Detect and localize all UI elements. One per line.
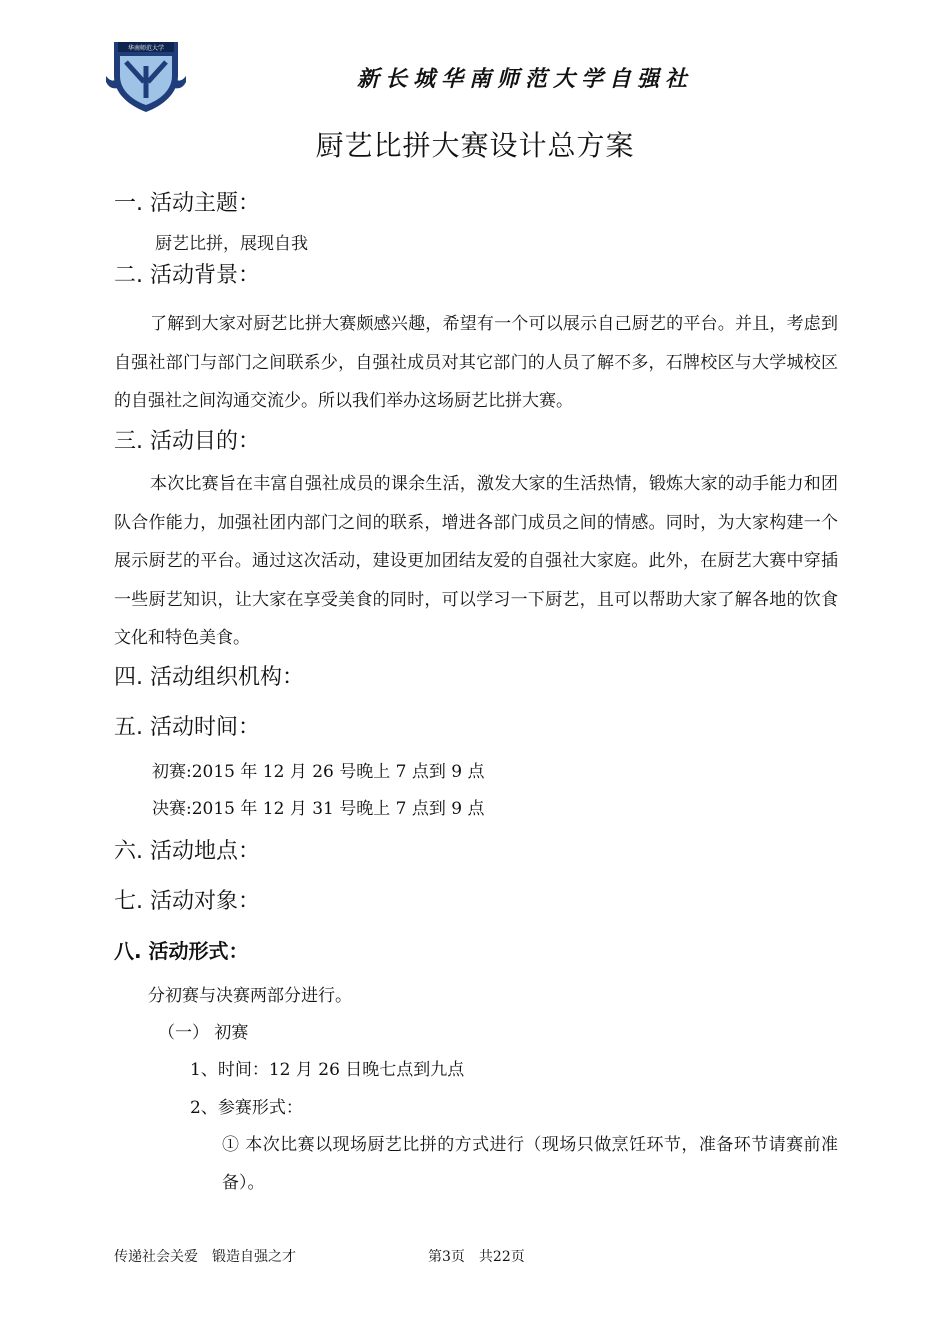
format-item: 2、参赛形式：: [190, 1098, 303, 1118]
section-heading-format: 八. 活动形式：: [114, 939, 249, 963]
footer-slogan: 传递社会关爱 锻造自强之才: [114, 1249, 296, 1265]
prelim-time: 初赛:2015 年 12 月 26 号晚上 7 点到 9 点: [152, 762, 485, 782]
theme-text: 厨艺比拼，展现自我: [155, 234, 308, 254]
section-heading-time: 五. 活动时间：: [114, 715, 260, 740]
document-title: 厨艺比拼大赛设计总方案: [315, 129, 635, 162]
section-heading-organization: 四. 活动组织机构：: [114, 665, 304, 690]
rule-item-1: ① 本次比赛以现场厨艺比拼的方式进行（现场只做烹饪环节，准备环节请赛前准备）。: [222, 1135, 838, 1193]
prelim-time-item: 1、时间：12 月 26 日晚七点到九点: [190, 1060, 465, 1080]
section-heading-audience: 七. 活动对象：: [114, 889, 260, 914]
logo-text: 华南师范大学: [127, 45, 165, 52]
section-heading-theme: 一. 活动主题：: [114, 191, 260, 216]
section-heading-location: 六. 活动地点：: [114, 839, 260, 864]
background-paragraph: 了解到大家对厨艺比拼大赛颇感兴趣，希望有一个可以展示自己厨艺的平台。并且，考虑到自强社部门与部门之间联系少，自强社成员对其它部门的人员了解不多，石牌校区与大学城校区的自强社之间沟通交流少。所以我们举办这场厨艺比拼大赛。: [114, 314, 838, 411]
section-heading-purpose: 三. 活动目的：: [114, 429, 260, 454]
final-time: 决赛:2015 年 12 月 31 号晚上 7 点到 9 点: [152, 799, 485, 819]
subsection-prelim: （一） 初赛: [158, 1023, 249, 1043]
footer-page-number: 第3页 共22页: [428, 1249, 525, 1265]
org-name: 新长城华南师范大学自强社: [356, 67, 693, 92]
format-intro: 分初赛与决赛两部分进行。: [148, 986, 352, 1006]
section-heading-background: 二. 活动背景：: [114, 263, 260, 288]
purpose-paragraph: 本次比赛旨在丰富自强社成员的课余生活，激发大家的生活热情，锻炼大家的动手能力和团队合作能力，加强社团内部门之间的联系，增进各部门成员之间的情感。同时，为大家构建一个展示厨艺的平台。通过这次活动，建设更加团结友爱的自强社大家庭。此外，在厨艺大赛中穿插一些厨艺知识，让大家在享受美食的同时，可以学习一下厨艺，且可以帮助大家了解各地的饮食文化和特色美食。: [114, 474, 838, 648]
